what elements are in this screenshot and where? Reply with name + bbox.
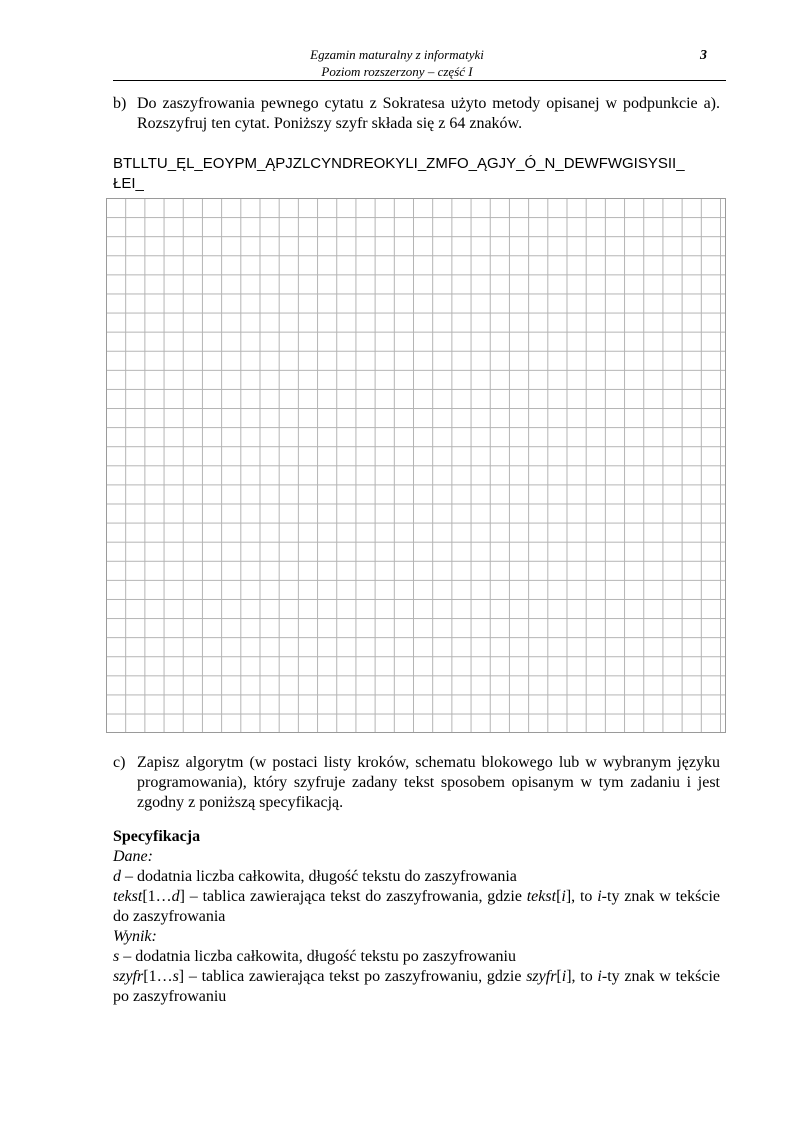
tekst-range-open: [1…: [142, 888, 172, 905]
var-szyfr: szyfr: [113, 968, 144, 985]
spec-heading: Specyfikacja: [113, 828, 201, 845]
spec-s-desc: – dodatnia liczba całkowita, długość tekstu po zaszyfrowaniu: [119, 948, 516, 965]
spec-tekst-cont: do zaszyfrowania: [113, 908, 226, 925]
header-subtitle: Poziom rozszerzony – część I: [321, 64, 473, 79]
task-b-label: b): [113, 95, 127, 112]
var-d: d: [113, 868, 121, 885]
task-c-label: c): [113, 754, 126, 771]
szyfr-desc-a: – tablica zawierająca tekst po zaszyfrowaniu, gdzie: [184, 968, 527, 985]
cipher-text-line-1: BTLLTU_ĘL_EOYPM_ĄPJZLCYNDREOKYLI_ZMFO_ĄGJY_Ó_N_DEWFWGISYSII_: [113, 155, 685, 172]
header-title: Egzamin maturalny z informatyki: [310, 47, 484, 62]
spec-szyfr-cont: po zaszyfrowaniu: [113, 988, 227, 1005]
spec-input-heading: Dane:: [113, 848, 153, 865]
spec-s-line: [113, 947, 720, 967]
spec-szyfr-line: [113, 967, 720, 987]
szyfr-range-close: ]: [178, 968, 185, 985]
task-b-line-1: Do zaszyfrowania pewnego cytatu z Sokratesa użyto metody opisanej w podpunkcie a).: [137, 95, 720, 112]
task-c-line-1: Zapisz algorytm (w postaci listy kroków, schematu blokowego lub w wybranym języku: [137, 754, 720, 771]
var-s: s: [113, 948, 120, 965]
task-c-line-3: zgodny z poniższą specyfikacją.: [137, 794, 344, 811]
specification: [113, 827, 720, 1007]
tekst-desc-i: i: [561, 888, 566, 905]
tekst-desc-bracket: [: [556, 888, 562, 905]
tekst-desc-var: tekst: [526, 888, 557, 905]
tekst-desc-c: ], to: [565, 888, 598, 905]
task-c-instruction: [137, 753, 720, 813]
tekst-desc-a: – tablica zawierająca tekst do zaszyfrowania, gdzie: [184, 888, 527, 905]
tekst-desc-i2: i: [597, 888, 602, 905]
tekst-range-d: d: [171, 888, 180, 905]
tekst-desc-d: -ty znak w tekście: [601, 888, 721, 905]
szyfr-desc-d: -ty znak w tekście: [601, 968, 720, 985]
szyfr-desc-i2: i: [597, 968, 602, 985]
spec-d-desc: – dodatnia liczba całkowita, długość tekstu do zaszyfrowania: [121, 868, 517, 885]
header-divider: [113, 80, 726, 81]
task-c-line-2: programowania), który szyfruje zadany tekst sposobem opisanym w tym zadaniu i jest: [137, 774, 720, 791]
tekst-range-close: ]: [179, 888, 185, 905]
szyfr-range-open: [1…: [143, 968, 173, 985]
var-tekst: tekst: [113, 888, 143, 905]
spec-tekst-line: [113, 887, 720, 907]
szyfr-desc-bracket: [: [556, 968, 562, 985]
szyfr-desc-i: i: [561, 968, 567, 985]
cipher-text-line-2: ŁEI_: [113, 175, 144, 192]
task-b-line-2: Rozszyfruj ten cytat. Poniższy szyfr składa się z 64 znaków.: [137, 115, 523, 132]
page-number: 3: [700, 48, 707, 63]
szyfr-range-s: s: [172, 968, 179, 985]
spec-output-heading: Wynik:: [113, 928, 157, 945]
spec-d-line: [113, 867, 720, 887]
szyfr-desc-var: szyfr: [526, 968, 557, 985]
task-b-instruction: [137, 94, 720, 134]
szyfr-desc-c: ], to: [566, 968, 598, 985]
answer-grid[interactable]: [106, 198, 726, 733]
